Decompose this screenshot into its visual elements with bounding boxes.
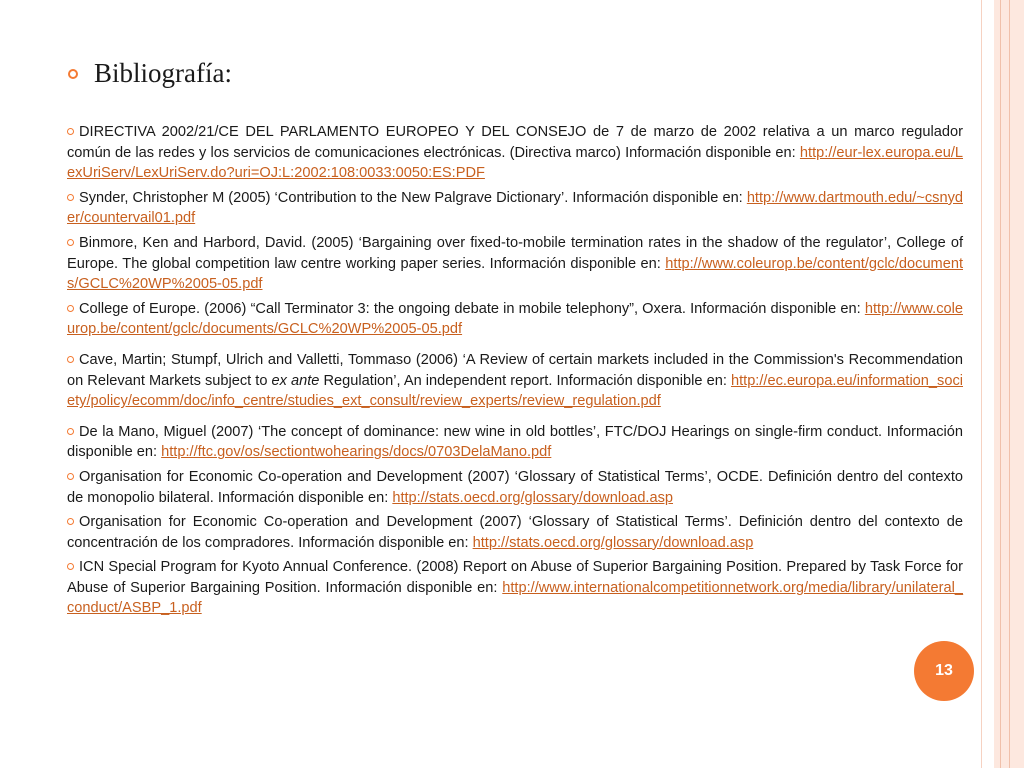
decorative-border	[981, 0, 982, 768]
sub-bullet-icon	[67, 305, 74, 312]
reference-list	[67, 122, 963, 623]
bullet-icon	[68, 69, 78, 79]
decorative-line	[1000, 0, 1001, 768]
page-number-badge: 13	[914, 641, 974, 701]
reference-link[interactable]: http://eur-lex.europa.eu/LexUriServ/LexUriServ.do?uri=OJ:L:2002:108:0033:0050:ES:PDF	[67, 144, 963, 182]
reference-link[interactable]: http://ec.europa.eu/information_society/policy/ecomm/doc/info_centre/studies_ext_consult/review_experts/review_regulation.pdf	[67, 372, 963, 410]
sub-bullet-icon	[67, 194, 74, 201]
reference-text: Cave, Martin; Stumpf, Ulrich and Valletti, Tommaso (2006) ‘A Review of certain markets included in the Commission's Recommendation on Relevant Markets subject to	[67, 351, 963, 389]
reference-text: Organisation for Economic Co-operation and Development (2007) ‘Glossary of Statistical Terms’. Definición dentro del contexto de concentración de los compradores. Información disponible en:	[67, 514, 963, 551]
reference-link[interactable]: http://ftc.gov/os/sectiontwohearings/docs/0703DelaMano.pdf	[161, 444, 552, 461]
reference-item	[67, 467, 963, 508]
reference-text: Binmore, Ken and Harbord, David. (2005) ‘Bargaining over fixed-to-mobile termination rates in the shadow of the regulator’, College of Europe. The global competition law centre working paper series. Información disponible en:	[67, 234, 963, 272]
reference-link[interactable]: http://www.internationalcompetitionnetwork.org/media/library/unilateral_conduct/ASBP_1.pdf	[67, 579, 963, 617]
reference-item	[67, 557, 963, 619]
sub-bullet-icon	[67, 518, 74, 525]
reference-link[interactable]: http://www.dartmouth.edu/~csnyder/countervail01.pdf	[67, 189, 963, 227]
sub-bullet-icon	[67, 356, 74, 363]
sub-bullet-icon	[67, 128, 74, 135]
reference-text: Synder, Christopher M (2005) ‘Contribution to the New Palgrave Dictionary’. Información disponible en:	[79, 189, 747, 206]
reference-item	[67, 299, 963, 340]
reference-link[interactable]: http://stats.oecd.org/glossary/download.asp	[392, 489, 674, 506]
reference-item	[67, 512, 963, 553]
reference-italic-text: ex ante	[271, 372, 320, 389]
reference-link[interactable]: http://stats.oecd.org/glossary/download.asp	[472, 534, 754, 551]
reference-link[interactable]: http://www.coleurop.be/content/gclc/documents/GCLC%20WP%2005-05.pdf	[67, 300, 963, 338]
reference-text: DIRECTIVA 2002/21/CE DEL PARLAMENTO EUROPEO Y DEL CONSEJO de 7 de marzo de 2002 relativa a un marco regulador común de las redes y los servicios de comunicaciones electrónicas. (Directiva marco) Información disponible en:	[67, 124, 963, 161]
reference-item	[67, 422, 963, 463]
sub-bullet-icon	[67, 239, 74, 246]
sub-bullet-icon	[67, 428, 74, 435]
reference-item	[67, 122, 963, 184]
reference-item	[67, 188, 963, 229]
reference-text: De la Mano, Miguel (2007) ‘The concept of dominance: new wine in old bottles’, FTC/DOJ Hearings on single-firm conduct. Información disponible en:	[67, 423, 963, 461]
reference-text: Regulation’, An independent report. Información disponible en:	[319, 372, 731, 389]
reference-link[interactable]: http://www.coleurop.be/content/gclc/documents/GCLC%20WP%2005-05.pdf	[67, 255, 963, 293]
sub-bullet-icon	[67, 473, 74, 480]
reference-item	[67, 350, 963, 412]
decorative-line	[1009, 0, 1010, 768]
slide-title: Bibliografía:	[94, 58, 232, 88]
reference-text: College of Europe. (2006) “Call Terminator 3: the ongoing debate in mobile telephony”, Oxera. Información disponible en:	[79, 300, 865, 317]
reference-item	[67, 233, 963, 295]
reference-text: Organisation for Economic Co-operation and Development (2007) ‘Glossary of Statistical Terms’, OCDE. Definición dentro del contexto de monopolio bilateral. Información disponible en:	[67, 468, 963, 506]
reference-text: ICN Special Program for Kyoto Annual Conference. (2008) Report on Abuse of Superior Bargaining Position. Prepared by Task Force for Abuse of Superior Bargaining Position. Información disponible en:	[67, 559, 963, 596]
slide-heading	[68, 58, 232, 89]
sub-bullet-icon	[67, 563, 74, 570]
